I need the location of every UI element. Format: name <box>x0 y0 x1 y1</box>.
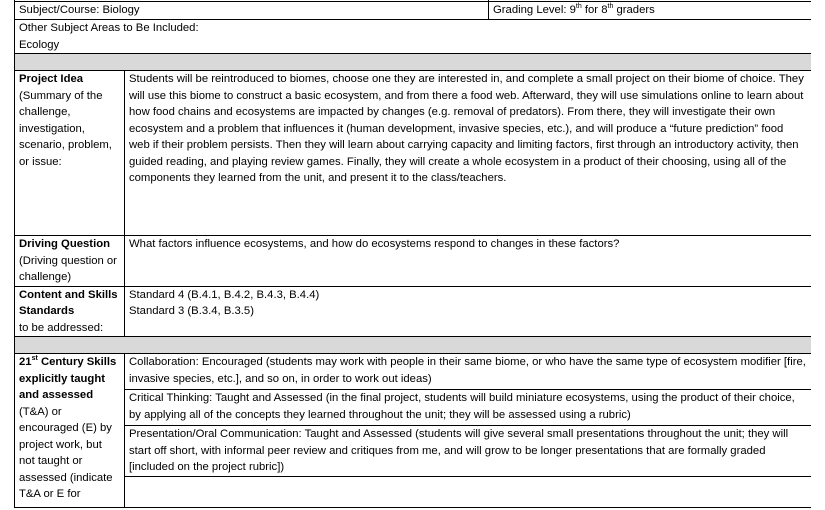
collaboration-cell <box>125 354 812 390</box>
driving-question-label-cell <box>15 236 125 287</box>
subject-course-text: Subject/Course: Biology <box>19 4 140 16</box>
skills-row-next <box>15 477 812 508</box>
document-viewport <box>14 0 811 510</box>
driving-question-subtitle: (Driving question or challenge) <box>19 254 117 283</box>
project-idea-row <box>15 71 812 236</box>
project-idea-text: Students will be reintroduced to biomes, choose one they are interested in, and complete a small project on their biome of choice. They will use this biome to construct a basic ecosystem, and from there a food web. Afterward, they will use simulations online to learn about how food chains and ecosystems are impacted by changes (e.g. removal of predators). From there, they will investigate their own ecosystem and a problem that influences it (human development, invasive species, etc.), and will produce a “future prediction” food web if their problem persists. Then they will learn about carrying capacity and limiting factors, first through an introductory activity, then guided reading, and playing review games. Finally, they will create a whole ecosystem in a product of their choosing, using all of the components they learned from the unit, and present it to the class/teachers. <box>129 73 804 184</box>
standards-row <box>15 286 812 337</box>
presentation-text: Presentation/Oral Communication: Taught and Assessed (students will give several small presentations throughout the unit; they will start off short, with informal peer review and critiques from me, and will grow to be longer presentations that are formally graded [included on the project rubric]) <box>129 428 789 473</box>
project-idea-title: Project Idea <box>19 73 84 85</box>
separator-row-2 <box>15 337 812 354</box>
next-skill-cell <box>125 477 812 508</box>
standards-subtitle: to be addressed: <box>19 321 104 334</box>
skills-subtitle: (T&A) or encouraged (E) by project work, but not taught or assessed (indicate T&A or E for <box>19 405 113 500</box>
project-idea-text-cell <box>125 71 812 236</box>
standards-label-cell <box>15 286 125 337</box>
project-overview-table <box>14 0 811 508</box>
other-subjects-value: Ecology <box>19 38 60 51</box>
driving-question-text-cell <box>125 236 812 287</box>
skills-label-cell <box>15 354 125 508</box>
subject-cell <box>15 2 489 20</box>
driving-question-row <box>15 236 812 287</box>
driving-question-title: Driving Question <box>19 238 111 250</box>
collaboration-text: Collaboration: Encouraged (students may work with people in their same biome, or who have the same type of ecosystem modifier [fire, invasive species, etc.], and so on, in order to work out ideas) <box>129 356 806 385</box>
presentation-cell <box>125 426 812 477</box>
skills-title: 21st Century Skills explicitly taught and assessed <box>19 355 117 401</box>
separator-row <box>15 54 812 71</box>
standards-text-cell <box>125 286 812 337</box>
project-idea-subtitle: (Summary of the challenge, investigation, scenario, problem, or issue: <box>19 89 112 168</box>
standard-4-line: Standard 4 (B.4.1, B.4.2, B.4.3, B.4.4) <box>129 288 320 301</box>
standard-3-line: Standard 3 (B.3.4, B.3.5) <box>129 305 254 317</box>
skills-row-critical-thinking <box>15 390 812 426</box>
skills-row-collaboration <box>15 354 812 390</box>
other-subjects-row <box>15 20 812 54</box>
separator-cell-2 <box>15 337 812 354</box>
skills-row-presentation <box>15 426 812 477</box>
project-idea-label-cell <box>15 71 125 236</box>
grading-level-text: Grading Level: 9th for 8th graders <box>493 3 655 16</box>
subject-row <box>15 2 812 20</box>
grading-level-cell <box>489 2 812 20</box>
other-subjects-cell <box>15 20 812 54</box>
standards-title: Content and Skills Standards <box>19 288 118 317</box>
other-subjects-label: Other Subject Areas to Be Included: <box>19 22 199 34</box>
separator-cell <box>15 54 812 71</box>
critical-thinking-text: Critical Thinking: Taught and Assessed (in the final project, students will build miniature ecosystems, using the product of their choice, by applying all of the concepts they learned throughout the unit; they will be assessed using a rubric) <box>129 392 795 421</box>
critical-thinking-cell <box>125 390 812 426</box>
driving-question-text: What factors influence ecosystems, and how do ecosystems respond to changes in these factors? <box>129 238 620 250</box>
